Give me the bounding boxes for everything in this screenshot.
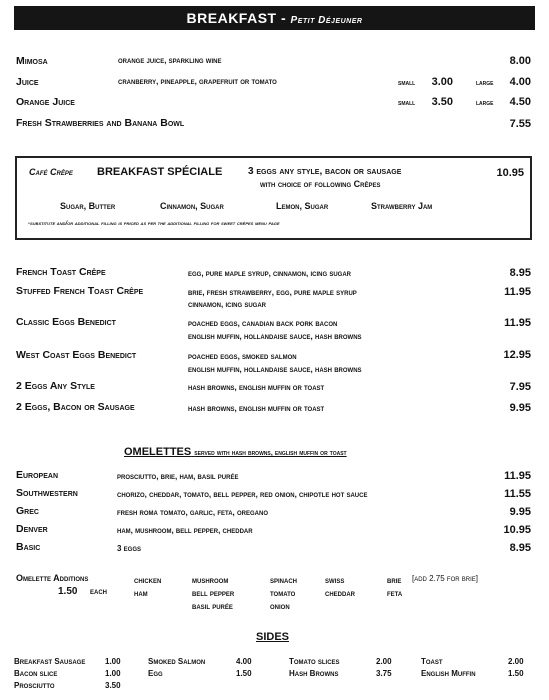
addition-col: [387, 574, 402, 600]
addition-item: chicken: [134, 576, 162, 585]
side-price: 4.00: [236, 657, 252, 666]
size-label: large: [476, 80, 494, 87]
menu-title: BREAKFAST: [186, 10, 277, 26]
side-name: Egg: [148, 669, 163, 678]
item-name: Denver: [16, 523, 48, 535]
side-price: 1.50: [236, 669, 252, 678]
brie-note: [add 2.75 for brie]: [412, 574, 479, 583]
special-line2: with choice of following Crêpes: [260, 179, 381, 189]
sides-prices: [105, 656, 121, 692]
menu-subtitle: Petit Déjeuner: [290, 15, 363, 26]
filling-option: Sugar, Butter: [60, 201, 116, 211]
addition-col: [270, 574, 297, 613]
item-price: 9.95: [509, 506, 531, 518]
addition-item: onion: [270, 602, 290, 611]
side-name: Bacon slice: [14, 669, 58, 678]
side-name: English Muffin: [421, 669, 476, 678]
item-name: Grec: [16, 505, 39, 517]
small-price: 3.50: [431, 96, 453, 108]
item-desc: egg, pure maple syrup, cinnamon, icing sugar: [188, 269, 352, 278]
sides-title: SIDES: [256, 631, 290, 643]
item-desc: brie, fresh strawberry, egg, pure maple syrup: [188, 288, 357, 297]
item-name: Fresh Strawberries and Banana Bowl: [16, 117, 185, 129]
item-price: 11.55: [504, 488, 531, 500]
item-desc: chorizo, cheddar, tomato, bell pepper, red onion, chipotle hot sauce: [117, 490, 368, 499]
item-desc: fresh roma tomato, garlic, feta, oregano: [117, 508, 268, 517]
addition-col: [192, 574, 234, 613]
item-name: 2 Eggs, Bacon or Sausage: [16, 401, 135, 413]
addition-item: tomato: [270, 589, 296, 598]
item-price: 7.95: [509, 381, 531, 393]
item-name: Orange Juice: [16, 96, 75, 108]
side-price: 1.00: [105, 669, 121, 678]
item-price: 11.95: [504, 317, 531, 329]
side-name: Hash Browns: [289, 669, 339, 678]
side-name: Breakfast Sausage: [14, 657, 86, 666]
item-price: 8.95: [509, 542, 531, 554]
omelettes-heading: [124, 446, 347, 458]
size-label: small: [398, 80, 416, 87]
menu-header: [14, 6, 535, 30]
large-price: 4.50: [509, 96, 531, 108]
addition-col: [325, 574, 355, 600]
omelettes-title: OMELETTES: [124, 446, 192, 458]
filling-option: Cinnamon, Sugar: [160, 201, 224, 211]
item-desc: orange juice, sparkling wine: [118, 56, 222, 65]
sides-col: [14, 656, 85, 692]
additions-price: 1.50: [58, 586, 78, 597]
item-name: European: [16, 469, 59, 481]
large-price: 4.00: [509, 76, 531, 88]
side-price: 2.00: [376, 657, 392, 666]
item-price: 11.95: [504, 286, 531, 298]
item-desc: ham, mushroom, bell pepper, cheddar: [117, 526, 253, 535]
item-price: 7.55: [509, 118, 531, 130]
side-name: Smoked Salmon: [148, 657, 206, 666]
addition-item: ham: [134, 589, 148, 598]
side-price: 3.50: [105, 681, 121, 690]
special-note: -substitute and/or additional filling is priced as per the additional filling for sweet crêpes menu page: [28, 221, 280, 227]
item-name: French Toast Crêpe: [16, 266, 106, 278]
addition-item: mushroom: [192, 576, 229, 585]
item-name: Juice: [16, 76, 39, 88]
item-name: West Coast Eggs Benedict: [16, 349, 137, 361]
item-name: Classic Eggs Benedict: [16, 316, 116, 328]
addition-col: [134, 574, 161, 600]
side-name: Toast: [421, 657, 443, 666]
sides-prices: [236, 656, 252, 680]
special-line1: 3 eggs any style, bacon or sausage: [248, 166, 402, 177]
special-title: BREAKFAST SPÉCIALE: [97, 166, 223, 178]
addition-item: bell pepper: [192, 589, 235, 598]
side-price: 3.75: [376, 669, 392, 678]
omelettes-note: served with hash browns, english muffin or toast: [194, 448, 347, 457]
sides-col: [421, 656, 476, 680]
item-price: 9.95: [509, 402, 531, 414]
item-name: 2 Eggs Any Style: [16, 380, 95, 392]
addition-item: brie: [387, 576, 402, 585]
sides-col: [148, 656, 205, 680]
item-desc: prosciutto, brie, ham, basil purée: [117, 472, 239, 481]
title-dash: -: [280, 10, 287, 26]
additions-title: Omelette Additions: [16, 573, 89, 583]
item-desc: hash browns, english muffin or toast: [188, 383, 325, 392]
side-price: 1.50: [508, 669, 524, 678]
addition-item: feta: [387, 589, 403, 598]
item-desc: english muffin, hollandaise sauce, hash browns: [188, 365, 362, 374]
item-price: 11.95: [504, 470, 531, 482]
special-price: 10.95: [496, 167, 524, 179]
item-price: 10.95: [503, 524, 531, 536]
filling-option: Lemon, Sugar: [276, 201, 329, 211]
item-desc: poached eggs, smoked salmon: [188, 352, 297, 361]
item-price: 8.95: [509, 267, 531, 279]
filling-option: Strawberry Jam: [371, 201, 433, 211]
item-desc: 3 eggs: [117, 544, 142, 553]
item-desc: poached eggs, canadian back pork bacon: [188, 319, 338, 328]
item-name: Mimosa: [16, 55, 48, 67]
item-name: Basic: [16, 541, 41, 553]
additions-each: each: [90, 587, 108, 596]
addition-item: cheddar: [325, 589, 355, 598]
item-desc: english muffin, hollandaise sauce, hash browns: [188, 332, 362, 341]
item-price: 8.00: [509, 55, 531, 67]
item-price: 12.95: [503, 349, 531, 361]
size-label: large: [476, 100, 494, 107]
item-desc: cinnamon, icing sugar: [188, 300, 266, 309]
side-price: 1.00: [105, 657, 121, 666]
size-label: small: [398, 100, 416, 107]
sides-prices: [376, 656, 392, 680]
addition-item: spinach: [270, 576, 298, 585]
special-prefix: Café Crêpe: [29, 167, 73, 177]
item-name: Southwestern: [16, 487, 78, 499]
side-price: 2.00: [508, 657, 524, 666]
sides-col: [289, 656, 340, 680]
addition-item: swiss: [325, 576, 345, 585]
side-name: Tomato slices: [289, 657, 340, 666]
addition-item: basil purée: [192, 602, 233, 611]
item-desc: cranberry, pineapple, grapefruit or tomato: [118, 77, 277, 86]
item-desc: hash browns, english muffin or toast: [188, 404, 325, 413]
sides-prices: [508, 656, 524, 680]
item-name: Stuffed French Toast Crêpe: [16, 285, 144, 297]
side-name: Prosciutto: [14, 681, 55, 690]
small-price: 3.00: [431, 76, 453, 88]
